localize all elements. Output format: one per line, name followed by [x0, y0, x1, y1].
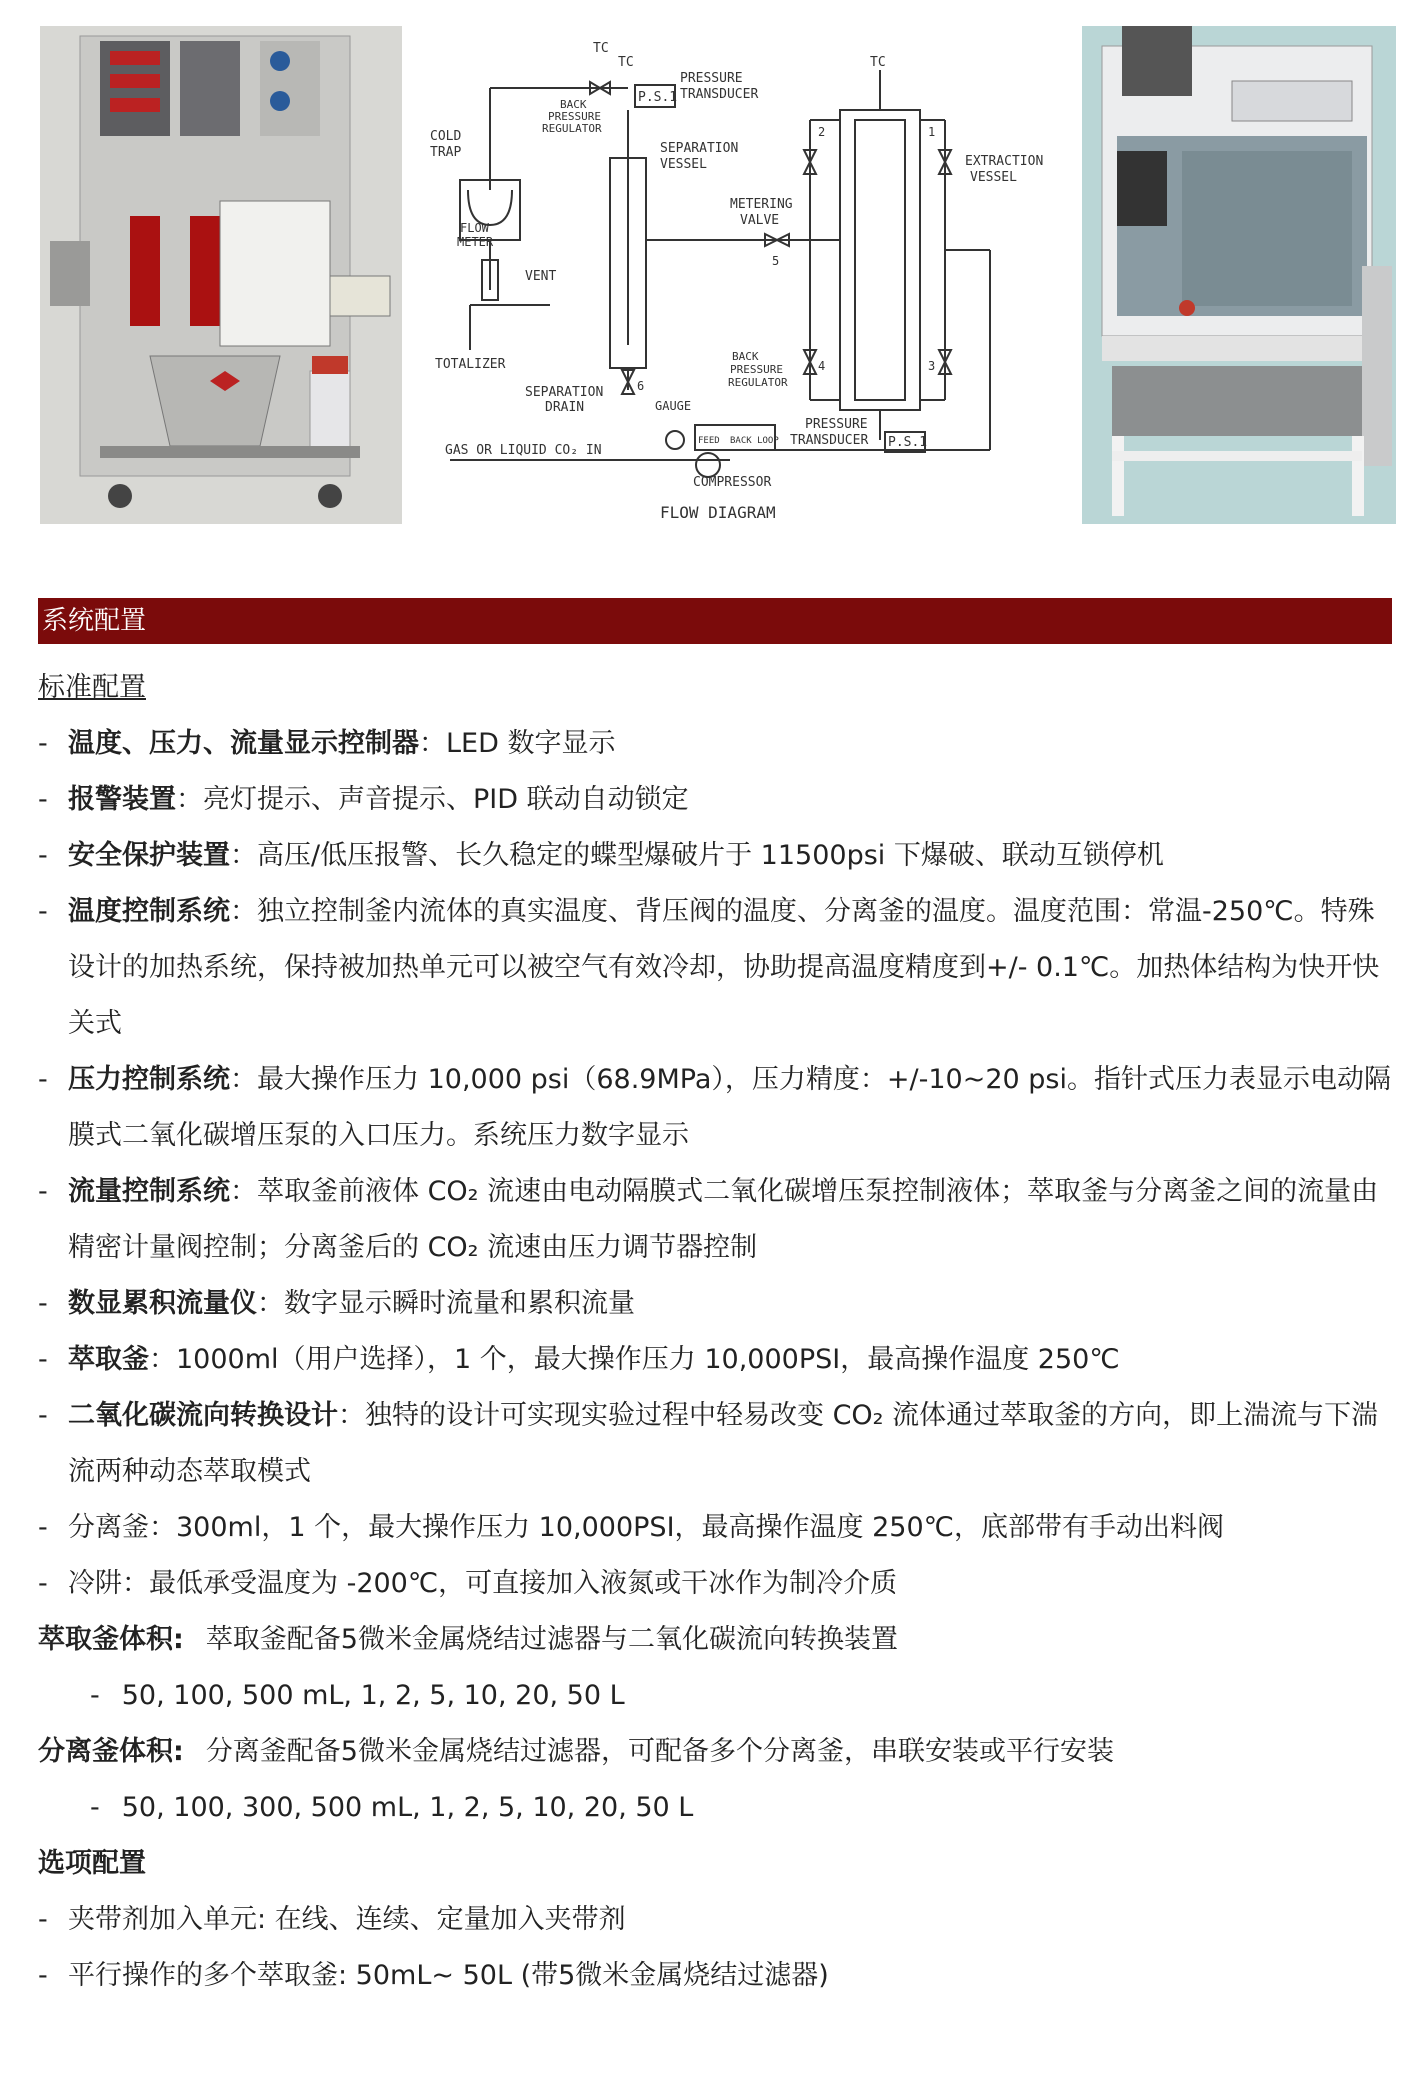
item-description: ：萃取釜前液体 CO₂ 流速由电动隔膜式二氧化碳增压泵控制液体；萃取釜与分离釜之间的流量由精密计量阀控制；分离釜后的 CO₂ 流速由压力调节器控制: [68, 1176, 1379, 1263]
flow-diagram-title: FLOW DIAGRAM: [660, 503, 776, 522]
item-label: 安全保护装置: [68, 840, 230, 871]
item-label: 萃取釜: [68, 1344, 149, 1375]
standard-config-list: [38, 716, 1398, 1612]
bullet-dash: -: [38, 1512, 48, 1543]
label-pressure-2: PRESSURE: [730, 363, 783, 376]
label-cold: COLD: [430, 129, 462, 144]
standard-config-item: [38, 772, 1398, 828]
standard-config-item: [38, 1332, 1398, 1388]
item-description: ：数字显示瞬时流量和累积流量: [257, 1288, 635, 1319]
bullet-dash: -: [38, 1176, 48, 1207]
bullet-dash: -: [38, 1400, 48, 1431]
label-separation-drain-2: DRAIN: [545, 400, 585, 415]
separation-volume-label: 分离釜体积:: [38, 1736, 184, 1767]
section-title-bar: 系统配置: [38, 598, 1392, 644]
item-description: ：1000ml（用户选择），1 个，最大操作压力 10,000PSI，最高操作温度 250℃: [149, 1344, 1120, 1375]
label-pressure-bottom: PRESSURE: [805, 417, 868, 432]
label-metering: METERING: [730, 197, 793, 212]
extraction-volume-desc: 萃取釜配备5微米金属烧结过滤器与二氧化碳流向转换装置: [205, 1624, 898, 1655]
label-back-1: BACK: [560, 98, 587, 111]
item-text: [68, 884, 1398, 1052]
item-label: 数显累积流量仪: [68, 1288, 257, 1319]
item-description: ：亮灯提示、声音提示、PID 联动自动锁定: [176, 784, 689, 815]
item-text: [68, 716, 1398, 772]
label-separation-drain-1: SEPARATION: [525, 385, 604, 400]
standard-config-item: [38, 1052, 1398, 1164]
standard-config-item: [38, 716, 1398, 772]
standard-config-item: [38, 1500, 1398, 1556]
optional-config-item: [38, 1948, 1398, 2004]
extraction-volume-values: 50, 100, 500 mL, 1, 2, 5, 10, 20, 50 L: [121, 1680, 625, 1711]
standard-config-item: [38, 1276, 1398, 1332]
label-extraction-vessel: VESSEL: [970, 170, 1017, 185]
item-text: [68, 1556, 1398, 1612]
item-description: ：LED 数字显示: [419, 728, 616, 759]
item-text: [68, 1052, 1398, 1164]
item-description: ：独立控制釜内流体的真实温度、背压阀的温度、分离釜的温度。温度范围：常温-250℃。特殊设计的加热系统，保持被加热单元可以被空气有效冷却，协助提高温度精度到+/- 0.1℃。加热体结构为快开快关式: [68, 896, 1380, 1039]
bullet-dash: -: [38, 1344, 48, 1375]
label-gauge: GAUGE: [655, 399, 692, 413]
label-regulator-1: REGULATOR: [542, 122, 602, 135]
item-description: 分离釜：300ml，1 个，最大操作压力 10,000PSI，最高操作温度 250℃，底部带有手动出料阀: [68, 1512, 1224, 1543]
label-flow: FLOW: [460, 221, 489, 235]
label-valve-2: 2: [818, 125, 826, 139]
optional-config-heading: 选项配置: [38, 1848, 146, 1879]
label-tc-1: TC: [593, 41, 609, 56]
label-totalizer: TOTALIZER: [435, 357, 506, 372]
separation-volume-values-row: [38, 1780, 1398, 1836]
label-pressure-1: PRESSURE: [548, 110, 601, 123]
standard-config-item: [38, 828, 1398, 884]
bullet-dash: -: [38, 1064, 48, 1095]
item-description: ：独特的设计可实现实验过程中轻易改变 CO₂ 流体通过萃取釜的方向，即上湍流与下湍流两种动态萃取模式: [68, 1400, 1379, 1487]
label-psi-bottom: P.S.1: [888, 435, 928, 450]
bullet-dash: -: [38, 896, 48, 927]
item-description: ：高压/低压报警、长久稳定的蝶型爆破片于 11500psi 下爆破、联动互锁停机: [230, 840, 1164, 871]
item-text: [68, 828, 1398, 884]
label-tc-3: TC: [870, 55, 886, 70]
label-pressure-top: PRESSURE: [680, 71, 743, 86]
bullet-dash: -: [38, 1568, 48, 1599]
document-body: [38, 660, 1398, 2004]
item-text: [68, 1164, 1398, 1276]
label-back-2: BACK: [732, 350, 759, 363]
item-text: 夹带剂加入单元: 在线、连续、定量加入夹带剂: [68, 1904, 626, 1935]
standard-config-item: [38, 1164, 1398, 1276]
standard-config-heading: 标准配置: [38, 672, 146, 703]
label-extraction: EXTRACTION: [965, 154, 1044, 169]
label-regulator-2: REGULATOR: [728, 376, 788, 389]
separation-volume-desc: 分离釜配备5微米金属烧结过滤器，可配备多个分离釜，串联安装或平行安装: [205, 1736, 1114, 1767]
bullet-dash: -: [38, 1960, 48, 1991]
extraction-volume-label: 萃取釜体积:: [38, 1624, 184, 1655]
item-description: ：最大操作压力 10,000 psi（68.9MPa），压力精度：+/-10~20 psi。指针式压力表显示电动隔膜式二氧化碳增压泵的入口压力。系统压力数字显示: [68, 1064, 1391, 1151]
label-trap: TRAP: [430, 145, 462, 160]
label-separation-vessel-1: SEPARATION: [660, 141, 739, 156]
label-meter: METER: [457, 235, 494, 249]
label-psi-top: P.S.1: [638, 90, 678, 105]
separation-volume-values: 50, 100, 300, 500 mL, 1, 2, 5, 10, 20, 50 L: [121, 1792, 694, 1823]
label-valve-4: 4: [818, 359, 826, 373]
bullet-dash: -: [38, 784, 48, 815]
flow-diagram: [430, 40, 1070, 530]
bullet-dash: -: [38, 1904, 48, 1935]
label-valve-6: 6: [637, 379, 645, 393]
optional-config-item: [38, 1892, 1398, 1948]
dash-marker: -: [90, 1680, 100, 1711]
extraction-volume-values-row: [38, 1668, 1398, 1724]
item-label: 流量控制系统: [68, 1176, 230, 1207]
apparatus-photo-right: [1082, 26, 1396, 524]
item-label: 报警装置: [68, 784, 176, 815]
item-description: 冷阱：最低承受温度为 -200℃，可直接加入液氮或干冰作为制冷介质: [68, 1568, 898, 1599]
standard-config-item: [38, 1388, 1398, 1500]
label-separation-vessel-2: VESSEL: [660, 157, 707, 172]
item-label: 温度、压力、流量显示控制器: [68, 728, 419, 759]
apparatus-photo-left: [40, 26, 402, 524]
bullet-dash: -: [38, 728, 48, 759]
label-valve: VALVE: [740, 213, 780, 228]
label-back-loop: BACK LOOP: [730, 436, 779, 446]
label-tc-2: TC: [618, 55, 634, 70]
label-transducer-bottom: TRANSDUCER: [790, 433, 869, 448]
label-valve-3: 3: [928, 359, 936, 373]
item-label: 二氧化碳流向转换设计: [68, 1400, 338, 1431]
separation-volume-row: [38, 1724, 1398, 1780]
bullet-dash: -: [38, 1288, 48, 1319]
bullet-dash: -: [38, 840, 48, 871]
item-text: [68, 772, 1398, 828]
item-label: 压力控制系统: [68, 1064, 230, 1095]
item-label: 温度控制系统: [68, 896, 230, 927]
optional-config-list: [38, 1892, 1398, 2004]
label-vent: VENT: [525, 269, 557, 284]
standard-config-item: [38, 884, 1398, 1052]
item-text: [68, 1332, 1398, 1388]
item-text: 平行操作的多个萃取釜: 50mL~ 50L (带5微米金属烧结过滤器): [68, 1960, 829, 1991]
dash-marker: -: [90, 1792, 100, 1823]
label-compressor: COMPRESSOR: [693, 475, 772, 490]
standard-config-item: [38, 1556, 1398, 1612]
label-gas-in: GAS OR LIQUID CO₂ IN: [445, 443, 602, 458]
label-valve-1: 1: [928, 125, 936, 139]
extraction-volume-row: [38, 1612, 1398, 1668]
label-feed: FEED: [698, 436, 720, 446]
label-transducer-top: TRANSDUCER: [680, 87, 759, 102]
item-text: [68, 1276, 1398, 1332]
label-valve-5: 5: [772, 254, 780, 268]
item-text: [68, 1500, 1398, 1556]
item-text: [68, 1388, 1398, 1500]
